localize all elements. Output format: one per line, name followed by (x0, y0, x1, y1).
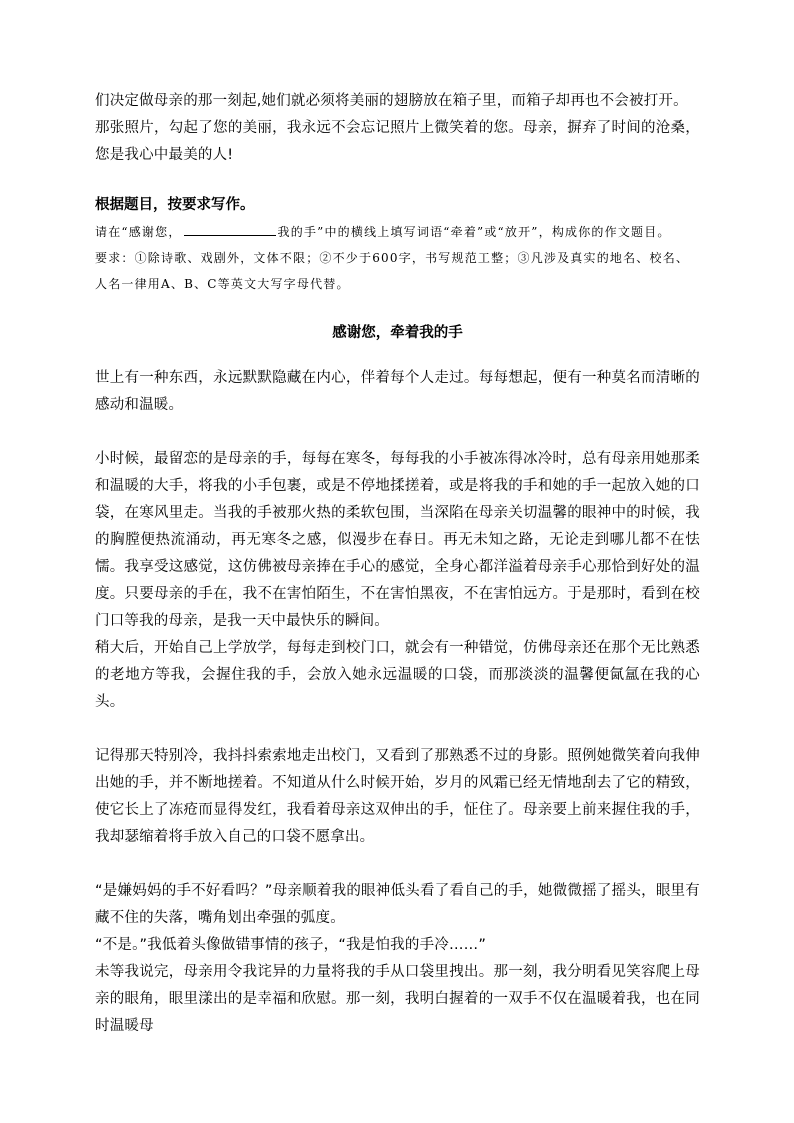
paragraph-gap (95, 419, 700, 446)
task-heading: 根据题目，按要求写作。 (95, 197, 255, 213)
essay-paragraph-2: 小时候，最留恋的是母亲的手，每每在寒冬，每每我的小手被冻得冰冷时，总有母亲用她那柔和温暖的大手，将我的小手包裹，或是不停地揉搓着，或是将我的手和她的手一起放入她的口袋，在寒风里走。当我的手被那火热的柔软包围，当深陷在母亲关切温馨的眼神中的时候，我的胸膛便热流涌动，再无寒冬之感，似漫步在春日。再无未知之路，无论走到哪儿都不在怯懦。我享受这感觉，这仿佛被母亲捧在手心的感觉，全身心都洋溢着母亲手心那恰到好处的温度。只要母亲的手在，我不在害怕陌生，不在害怕黑夜，不在害怕远方。于是那时，看到在校门口等我的母亲，是我一天中最快乐的瞬间。 (95, 451, 700, 629)
essay-paragraph-4: 记得那天特别冷，我抖抖索索地走出校门，又看到了那熟悉不过的身影。照例她微笑着向我伸出她的手，并不断地搓着。不知道从什么时候开始，岁月的风霜已经无情地刮去了它的精致，使它长上了冻疮而显得发红，我看着母亲这双伸出的手，怔住了。母亲要上前来握住我的手，我却瑟缩着将手放入自己的口袋不愿拿出。 (95, 748, 700, 845)
essay-paragraph-1: 世上有一种东西，永远默默隐藏在内心，伴着每个人走过。每每想起，便有一种莫名而清晰的感动和温暖。 (95, 370, 700, 413)
task-requirements: 要求：①除诗歌、戏剧外，文体不限；②不少于600字，书写规范工整；③凡涉及真实的地名、校名、人名一律用A、B、C等英文大写字母代替。 (95, 251, 690, 291)
paragraph-gap (95, 716, 700, 743)
essay-paragraph-7: 未等我说完，母亲用令我诧异的力量将我的手从口袋里拽出。那一刻，我分明看见笑容爬上母亲的眼角，眼里漾出的是幸福和欣慰。那一刻，我明白握着的一双手不仅在温暖着我，也在同时温暖母 (95, 964, 700, 1034)
title-blank-line (184, 223, 276, 236)
document-page (95, 88, 700, 1040)
intro-paragraph-2: 那张照片，勾起了您的美丽，我永远不会忘记照片上微笑着的您。母亲，摒弃了时间的沧桑，您是我心中最美的人! (95, 120, 700, 163)
essay-paragraph-6: “不是。”我低着头像做错事情的孩子，“我是怕我的手冷……” (95, 937, 487, 953)
task-prompt-before: 请在“感谢您， (95, 225, 182, 239)
task-prompt-after: 我的手”中的横线上填写词语“牵着”或“放开”，构成你的作文题目。 (277, 225, 671, 239)
essay-title: 感谢您，牵着我的手 (332, 325, 463, 341)
task-prompt (95, 219, 700, 245)
intro-line-1: 们决定做母亲的那一刻起,她们就必须将美丽的翅膀放在箱子里，而箱子却再也不会被打开。 (95, 93, 688, 109)
paragraph-gap (95, 851, 700, 878)
essay-paragraph-3: 稍大后，开始自己上学放学，每每走到校门口，就会有一种错觉，仿佛母亲还在那个无比熟悉的老地方等我，会握住我的手，会放入她永远温暖的口袋，而那淡淡的温馨便氤氲在我的心头。 (95, 640, 700, 710)
essay-paragraph-5: “是嫌妈妈的手不好看吗？”母亲顺着我的眼神低头看了看自己的手，她微微摇了摇头，眼里有藏不住的失落，嘴角划出牵强的弧度。 (95, 883, 700, 926)
